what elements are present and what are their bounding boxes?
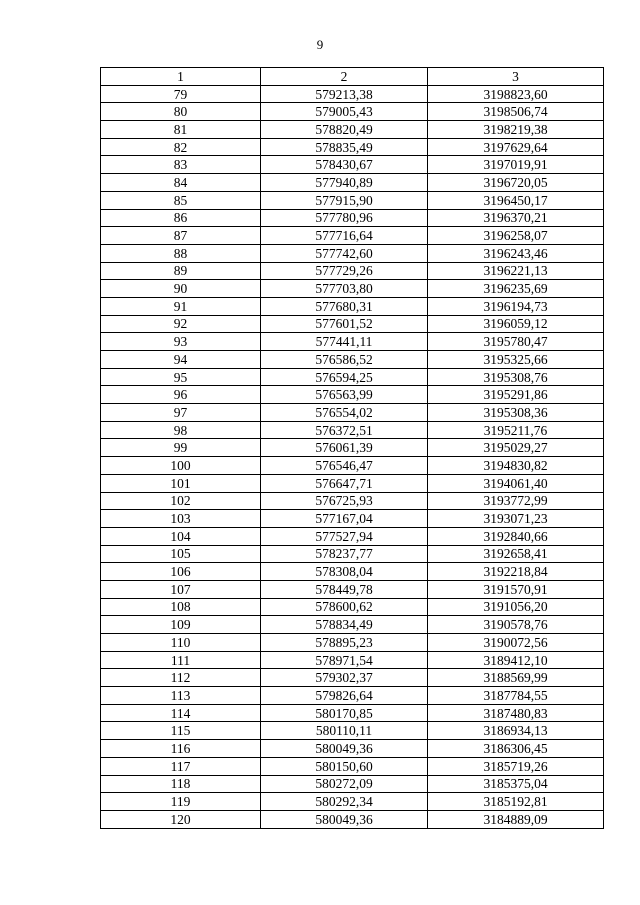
cell-y-coordinate: 3192840,66 xyxy=(428,527,604,545)
table-row xyxy=(101,563,604,581)
cell-x-coordinate: 576372,51 xyxy=(261,421,428,439)
cell-y-coordinate: 3193071,23 xyxy=(428,510,604,528)
table-row xyxy=(101,156,604,174)
cell-x-coordinate: 577441,11 xyxy=(261,333,428,351)
cell-point-number: 119 xyxy=(101,793,261,811)
cell-x-coordinate: 580049,36 xyxy=(261,740,428,758)
cell-x-coordinate: 578449,78 xyxy=(261,580,428,598)
table-row xyxy=(101,527,604,545)
table-body xyxy=(101,85,604,828)
cell-point-number: 80 xyxy=(101,103,261,121)
cell-y-coordinate: 3185192,81 xyxy=(428,793,604,811)
cell-y-coordinate: 3191056,20 xyxy=(428,598,604,616)
cell-y-coordinate: 3196720,05 xyxy=(428,174,604,192)
header-row xyxy=(101,68,604,86)
cell-x-coordinate: 577716,64 xyxy=(261,227,428,245)
cell-x-coordinate: 576647,71 xyxy=(261,474,428,492)
cell-x-coordinate: 580272,09 xyxy=(261,775,428,793)
table-row xyxy=(101,103,604,121)
cell-y-coordinate: 3191570,91 xyxy=(428,580,604,598)
table-row xyxy=(101,439,604,457)
cell-y-coordinate: 3195780,47 xyxy=(428,333,604,351)
cell-y-coordinate: 3196450,17 xyxy=(428,191,604,209)
cell-y-coordinate: 3195325,66 xyxy=(428,351,604,369)
cell-y-coordinate: 3186306,45 xyxy=(428,740,604,758)
cell-y-coordinate: 3198506,74 xyxy=(428,103,604,121)
cell-x-coordinate: 578835,49 xyxy=(261,138,428,156)
cell-y-coordinate: 3194830,82 xyxy=(428,457,604,475)
table-row xyxy=(101,351,604,369)
table-row xyxy=(101,810,604,828)
cell-point-number: 102 xyxy=(101,492,261,510)
cell-y-coordinate: 3196059,12 xyxy=(428,315,604,333)
cell-x-coordinate: 578237,77 xyxy=(261,545,428,563)
cell-point-number: 107 xyxy=(101,580,261,598)
cell-x-coordinate: 578600,62 xyxy=(261,598,428,616)
cell-y-coordinate: 3195308,76 xyxy=(428,368,604,386)
cell-point-number: 101 xyxy=(101,474,261,492)
cell-x-coordinate: 578430,67 xyxy=(261,156,428,174)
page-number: 9 xyxy=(316,37,324,52)
cell-y-coordinate: 3196258,07 xyxy=(428,227,604,245)
cell-point-number: 105 xyxy=(101,545,261,563)
cell-y-coordinate: 3195211,76 xyxy=(428,421,604,439)
cell-point-number: 87 xyxy=(101,227,261,245)
cell-y-coordinate: 3197019,91 xyxy=(428,156,604,174)
cell-x-coordinate: 576563,99 xyxy=(261,386,428,404)
cell-y-coordinate: 3184889,09 xyxy=(428,810,604,828)
table-row xyxy=(101,386,604,404)
cell-x-coordinate: 580049,36 xyxy=(261,810,428,828)
cell-x-coordinate: 579005,43 xyxy=(261,103,428,121)
cell-y-coordinate: 3186934,13 xyxy=(428,722,604,740)
table-row xyxy=(101,704,604,722)
cell-y-coordinate: 3188569,99 xyxy=(428,669,604,687)
table-row xyxy=(101,244,604,262)
cell-x-coordinate: 576061,39 xyxy=(261,439,428,457)
column-header-point-number: 1 xyxy=(101,68,261,86)
cell-y-coordinate: 3192658,41 xyxy=(428,545,604,563)
cell-x-coordinate: 579213,38 xyxy=(261,85,428,103)
cell-point-number: 103 xyxy=(101,510,261,528)
table-row xyxy=(101,121,604,139)
cell-x-coordinate: 577780,96 xyxy=(261,209,428,227)
cell-y-coordinate: 3197629,64 xyxy=(428,138,604,156)
cell-x-coordinate: 577680,31 xyxy=(261,297,428,315)
cell-y-coordinate: 3185719,26 xyxy=(428,757,604,775)
table-row xyxy=(101,227,604,245)
cell-point-number: 111 xyxy=(101,651,261,669)
column-header-x: 2 xyxy=(261,68,428,86)
cell-y-coordinate: 3190578,76 xyxy=(428,616,604,634)
table-row xyxy=(101,598,604,616)
cell-y-coordinate: 3195029,27 xyxy=(428,439,604,457)
cell-point-number: 116 xyxy=(101,740,261,758)
cell-point-number: 106 xyxy=(101,563,261,581)
cell-x-coordinate: 578820,49 xyxy=(261,121,428,139)
cell-x-coordinate: 577742,60 xyxy=(261,244,428,262)
cell-point-number: 84 xyxy=(101,174,261,192)
cell-x-coordinate: 578308,04 xyxy=(261,563,428,581)
table-row xyxy=(101,421,604,439)
cell-point-number: 81 xyxy=(101,121,261,139)
cell-point-number: 100 xyxy=(101,457,261,475)
table-row xyxy=(101,775,604,793)
column-header-y: 3 xyxy=(428,68,604,86)
table-row xyxy=(101,209,604,227)
table-row xyxy=(101,333,604,351)
cell-y-coordinate: 3190072,56 xyxy=(428,634,604,652)
cell-y-coordinate: 3185375,04 xyxy=(428,775,604,793)
table-row xyxy=(101,545,604,563)
table-row xyxy=(101,474,604,492)
cell-point-number: 86 xyxy=(101,209,261,227)
table-row xyxy=(101,510,604,528)
cell-y-coordinate: 3187480,83 xyxy=(428,704,604,722)
table-row xyxy=(101,580,604,598)
cell-point-number: 120 xyxy=(101,810,261,828)
cell-x-coordinate: 576546,47 xyxy=(261,457,428,475)
cell-y-coordinate: 3198219,38 xyxy=(428,121,604,139)
cell-point-number: 110 xyxy=(101,634,261,652)
cell-y-coordinate: 3198823,60 xyxy=(428,85,604,103)
cell-point-number: 92 xyxy=(101,315,261,333)
table-row xyxy=(101,315,604,333)
cell-x-coordinate: 578971,54 xyxy=(261,651,428,669)
table-row xyxy=(101,793,604,811)
cell-point-number: 114 xyxy=(101,704,261,722)
cell-x-coordinate: 577915,90 xyxy=(261,191,428,209)
cell-y-coordinate: 3196243,46 xyxy=(428,244,604,262)
coordinates-table xyxy=(100,67,604,829)
table-row xyxy=(101,634,604,652)
table-row xyxy=(101,492,604,510)
cell-x-coordinate: 578895,23 xyxy=(261,634,428,652)
cell-x-coordinate: 577601,52 xyxy=(261,315,428,333)
cell-x-coordinate: 577527,94 xyxy=(261,527,428,545)
cell-point-number: 99 xyxy=(101,439,261,457)
cell-point-number: 82 xyxy=(101,138,261,156)
cell-point-number: 94 xyxy=(101,351,261,369)
cell-y-coordinate: 3187784,55 xyxy=(428,687,604,705)
table-row xyxy=(101,404,604,422)
cell-x-coordinate: 577167,04 xyxy=(261,510,428,528)
cell-y-coordinate: 3194061,40 xyxy=(428,474,604,492)
cell-x-coordinate: 580292,34 xyxy=(261,793,428,811)
table-row xyxy=(101,722,604,740)
table-row xyxy=(101,138,604,156)
table-row xyxy=(101,651,604,669)
cell-x-coordinate: 578834,49 xyxy=(261,616,428,634)
cell-y-coordinate: 3196370,21 xyxy=(428,209,604,227)
cell-x-coordinate: 577729,26 xyxy=(261,262,428,280)
cell-point-number: 89 xyxy=(101,262,261,280)
table-row xyxy=(101,616,604,634)
cell-point-number: 112 xyxy=(101,669,261,687)
cell-point-number: 98 xyxy=(101,421,261,439)
cell-y-coordinate: 3195291,86 xyxy=(428,386,604,404)
table-row xyxy=(101,457,604,475)
cell-point-number: 83 xyxy=(101,156,261,174)
cell-y-coordinate: 3189412,10 xyxy=(428,651,604,669)
table-row xyxy=(101,687,604,705)
cell-x-coordinate: 580110,11 xyxy=(261,722,428,740)
cell-point-number: 91 xyxy=(101,297,261,315)
cell-x-coordinate: 579826,64 xyxy=(261,687,428,705)
cell-point-number: 85 xyxy=(101,191,261,209)
cell-x-coordinate: 577940,89 xyxy=(261,174,428,192)
cell-y-coordinate: 3196194,73 xyxy=(428,297,604,315)
table-row xyxy=(101,191,604,209)
table-row xyxy=(101,280,604,298)
cell-point-number: 115 xyxy=(101,722,261,740)
cell-point-number: 79 xyxy=(101,85,261,103)
cell-point-number: 90 xyxy=(101,280,261,298)
cell-y-coordinate: 3196235,69 xyxy=(428,280,604,298)
table-row xyxy=(101,174,604,192)
table-row xyxy=(101,297,604,315)
table-row xyxy=(101,669,604,687)
cell-y-coordinate: 3193772,99 xyxy=(428,492,604,510)
cell-point-number: 97 xyxy=(101,404,261,422)
table-row xyxy=(101,740,604,758)
cell-point-number: 108 xyxy=(101,598,261,616)
cell-x-coordinate: 577703,80 xyxy=(261,280,428,298)
cell-point-number: 104 xyxy=(101,527,261,545)
cell-x-coordinate: 576554,02 xyxy=(261,404,428,422)
cell-x-coordinate: 576594,25 xyxy=(261,368,428,386)
cell-y-coordinate: 3195308,36 xyxy=(428,404,604,422)
cell-x-coordinate: 579302,37 xyxy=(261,669,428,687)
cell-x-coordinate: 576725,93 xyxy=(261,492,428,510)
cell-point-number: 118 xyxy=(101,775,261,793)
cell-x-coordinate: 580170,85 xyxy=(261,704,428,722)
table-row xyxy=(101,368,604,386)
table-row xyxy=(101,262,604,280)
table-row xyxy=(101,85,604,103)
cell-point-number: 96 xyxy=(101,386,261,404)
cell-point-number: 88 xyxy=(101,244,261,262)
cell-y-coordinate: 3192218,84 xyxy=(428,563,604,581)
cell-x-coordinate: 576586,52 xyxy=(261,351,428,369)
cell-point-number: 117 xyxy=(101,757,261,775)
cell-point-number: 113 xyxy=(101,687,261,705)
cell-point-number: 95 xyxy=(101,368,261,386)
cell-point-number: 93 xyxy=(101,333,261,351)
cell-point-number: 109 xyxy=(101,616,261,634)
table-row xyxy=(101,757,604,775)
table-header xyxy=(101,68,604,86)
cell-x-coordinate: 580150,60 xyxy=(261,757,428,775)
cell-y-coordinate: 3196221,13 xyxy=(428,262,604,280)
